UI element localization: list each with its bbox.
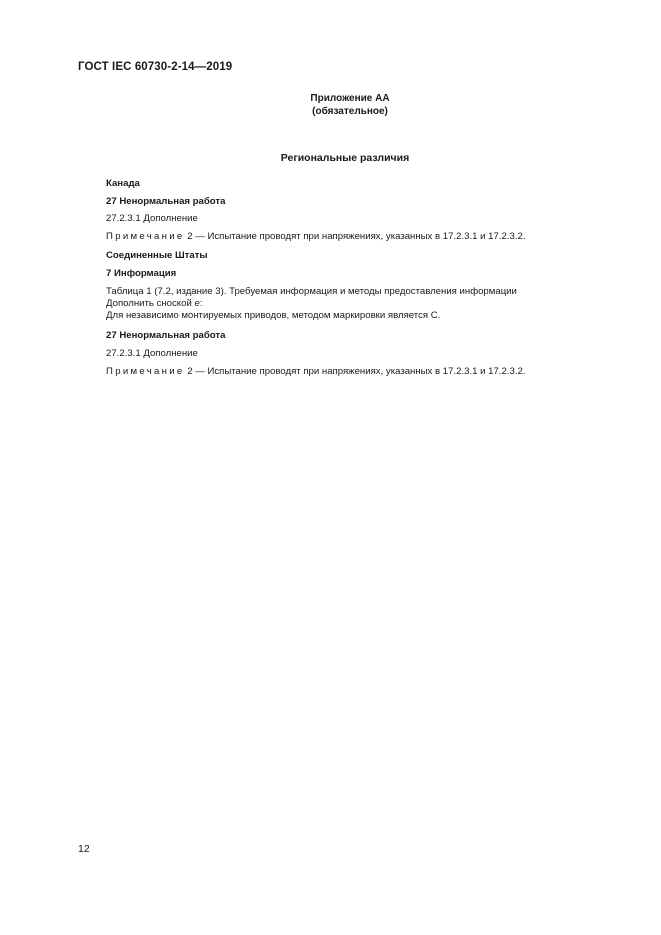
note-usa — [106, 366, 525, 378]
clause-heading-usa: 27 Ненормальная работа — [106, 330, 226, 341]
clause-heading-information: 7 Информация — [106, 268, 177, 279]
footnote-intro — [106, 298, 202, 310]
page-number: 12 — [78, 843, 90, 855]
note-text: 2 — Испытание проводят при напряжениях, указанных в 17.2.3.1 и 17.2.3.2. — [184, 231, 526, 242]
annex-status: (обязательное) — [312, 106, 388, 117]
table-reference: Таблица 1 (7.2, издание 3). Требуемая информация и методы предоставления информации — [106, 286, 517, 297]
footnote-text: Для независимо монтируемых приводов, методом маркировки является С. — [106, 310, 441, 321]
note-label: Примечание — [106, 366, 185, 377]
country-heading-usa: Соединенные Штаты — [106, 250, 208, 261]
footnote-intro-suffix: : — [199, 298, 203, 309]
subclause-canada: 27.2.3.1 Дополнение — [106, 213, 198, 224]
annex-title: Приложение АА — [310, 93, 390, 104]
annex-heading — [0, 92, 661, 118]
document-code: ГОСТ IEC 60730-2-14—2019 — [78, 61, 233, 73]
note-text: 2 — Испытание проводят при напряжениях, указанных в 17.2.3.1 и 17.2.3.2. — [184, 366, 526, 377]
country-heading-canada: Канада — [106, 178, 140, 189]
section-title: Региональные различия — [280, 152, 410, 164]
clause-heading-canada: 27 Ненормальная работа — [106, 196, 226, 207]
footnote-letter: e — [194, 298, 200, 309]
subclause-usa: 27.2.3.1 Дополнение — [106, 348, 198, 359]
note-canada — [106, 231, 525, 243]
footnote-intro-prefix: Дополнить сноской — [106, 298, 195, 309]
note-label: Примечание — [106, 231, 185, 242]
